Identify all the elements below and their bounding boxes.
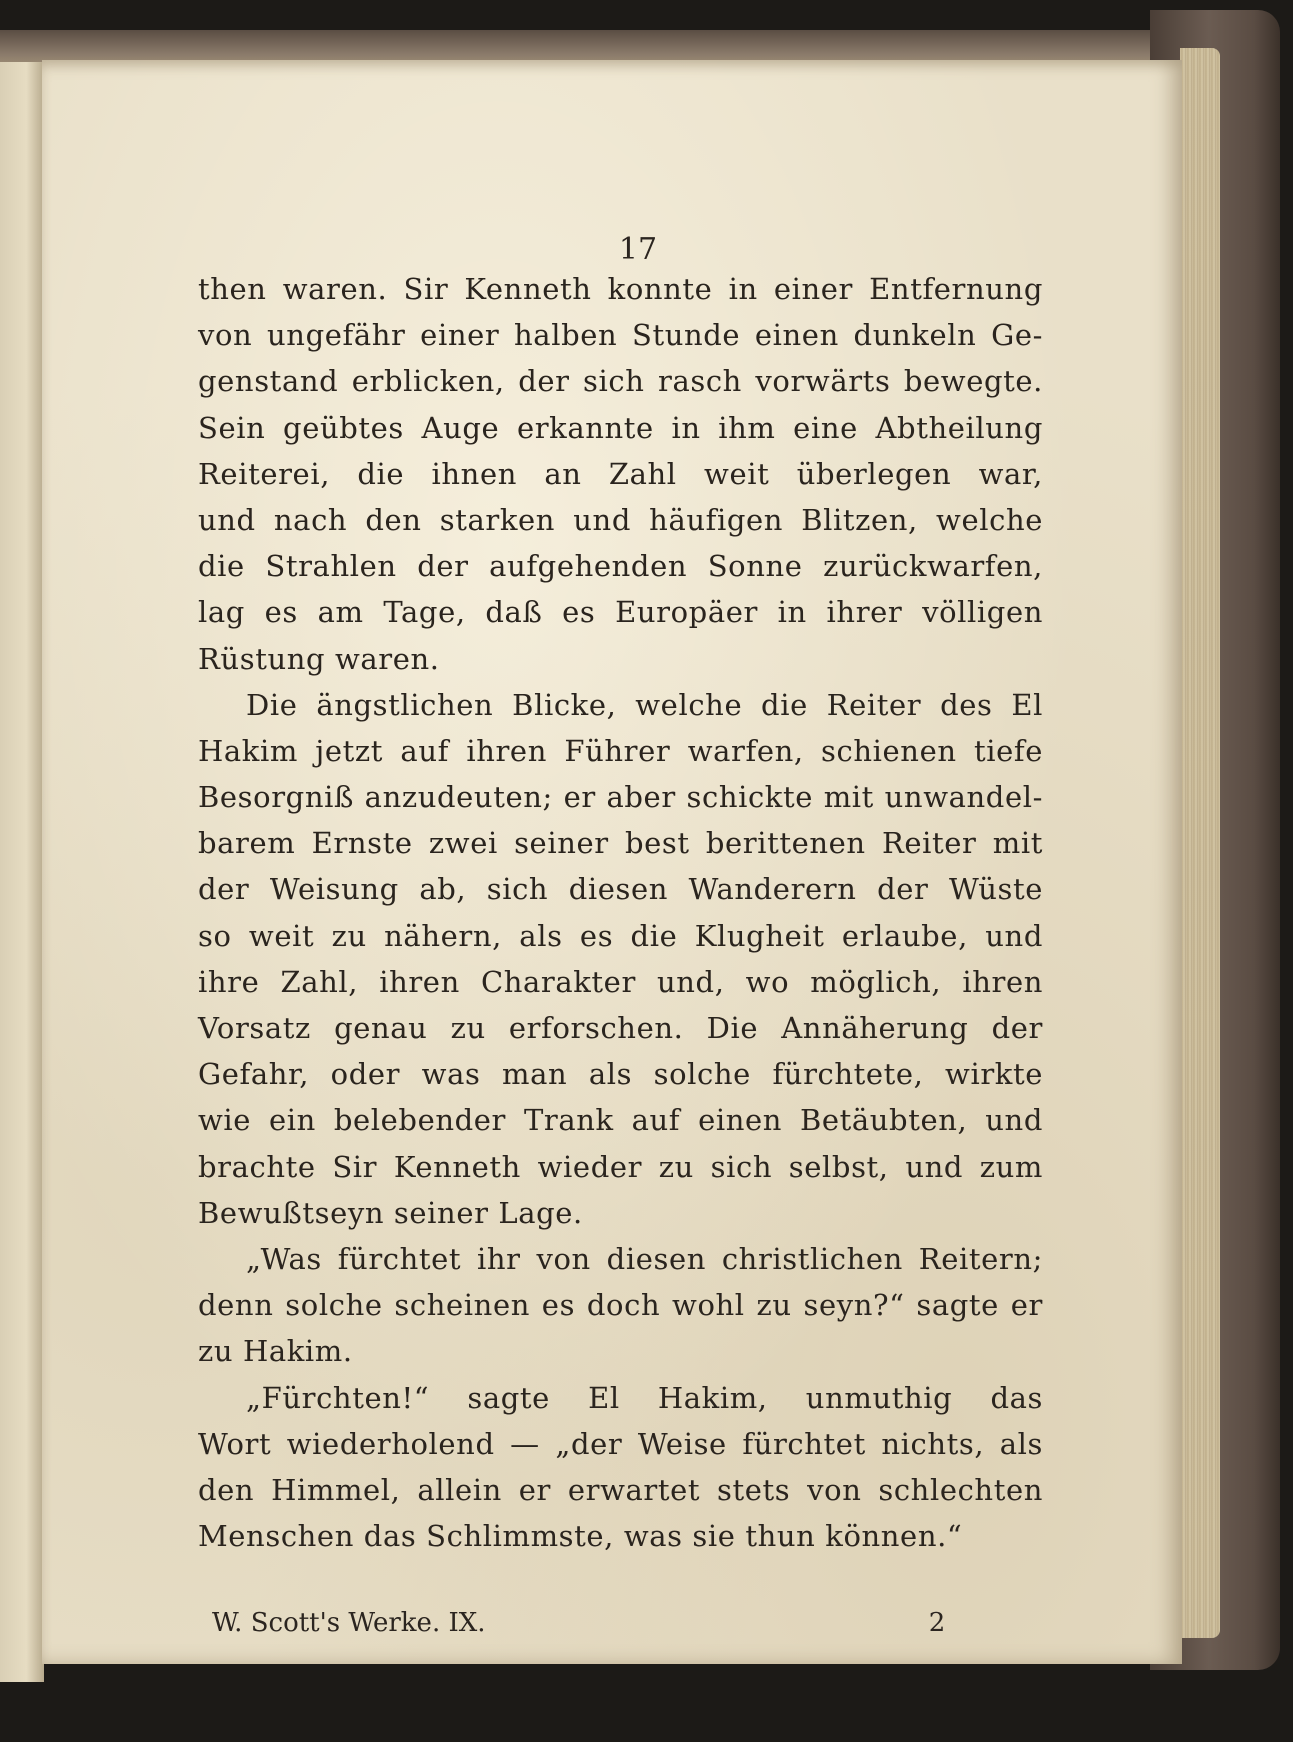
text-line: „Was fürchtet ihr von diesen christlichen Reitern; [246, 1241, 1043, 1276]
text-line: Gefahr, oder was man als solche fürchtete, wirkte [198, 1057, 1043, 1092]
facing-page-edge [0, 62, 44, 1682]
text-line: denn solche scheinen es doch wohl zu seyn?“ sagte er [198, 1288, 1043, 1323]
text-line: Sein geübtes Auge erkannte in ihm eine Abtheilung [198, 410, 1043, 445]
page-block-edges [1180, 48, 1220, 1638]
text-line: Die ängstlichen Blicke, welche die Reiter des El [246, 687, 1043, 722]
text-line: ihre Zahl, ihren Charakter und, wo möglich, ihren [198, 964, 1043, 999]
text-line: Wort wiederholend — „der Weise fürchtet nichts, als [198, 1426, 1043, 1461]
text-line: Besorgniß anzudeuten; er aber schickte mit unwandel- [198, 780, 1043, 815]
text-line: wie ein belebender Trank auf einen Betäubten, und [198, 1103, 1043, 1138]
page-number: 17 [618, 232, 658, 267]
text-line: und nach den starken und häufigen Blitzen, welche [198, 502, 1043, 537]
footer-signature: W. Scott's Werke. IX. [212, 1608, 486, 1638]
text-line: Rüstung waren. [198, 641, 440, 676]
text-line: so weit zu nähern, als es die Klugheit erlaube, und [198, 918, 1043, 953]
text-line: Menschen das Schlimmste, was sie thun können.“ [198, 1519, 963, 1554]
text-line: zu Hakim. [198, 1334, 353, 1369]
text-line: barem Ernste zwei seiner best berittenen Reiter mit [198, 826, 1043, 861]
body-text [198, 266, 1043, 1559]
sheet-number: 2 [928, 1608, 946, 1638]
text-line: von ungefähr einer halben Stunde einen dunkeln Ge- [198, 318, 1043, 353]
text-line: brachte Sir Kenneth wieder zu sich selbst, und zum [198, 1149, 1043, 1184]
text-line: den Himmel, allein er erwartet stets von schlechten [198, 1472, 1043, 1507]
text-line: Vorsatz genau zu erforschen. Die Annäherung der [198, 1011, 1043, 1045]
text-line: Bewußtseyn seiner Lage. [198, 1195, 583, 1230]
text-line: then waren. Sir Kenneth konnte in einer Entfernung [198, 272, 1043, 306]
text-line: der Weisung ab, sich diesen Wanderern der Wüste [198, 872, 1043, 907]
book-page [42, 60, 1182, 1664]
text-line: Hakim jetzt auf ihren Führer warfen, schienen tiefe [198, 733, 1043, 768]
text-line: genstand erblicken, der sich rasch vorwärts bewegte. [198, 364, 1043, 399]
text-line: Reiterei, die ihnen an Zahl weit überlegen war, [198, 456, 1043, 491]
text-line: die Strahlen der aufgehenden Sonne zurückwarfen, [198, 549, 1043, 584]
page-footer [212, 1608, 952, 1644]
text-line: lag es am Tage, daß es Europäer in ihrer völligen [198, 595, 1043, 630]
text-line: „Fürchten!“ sagte El Hakim, unmuthig das [246, 1380, 1043, 1415]
